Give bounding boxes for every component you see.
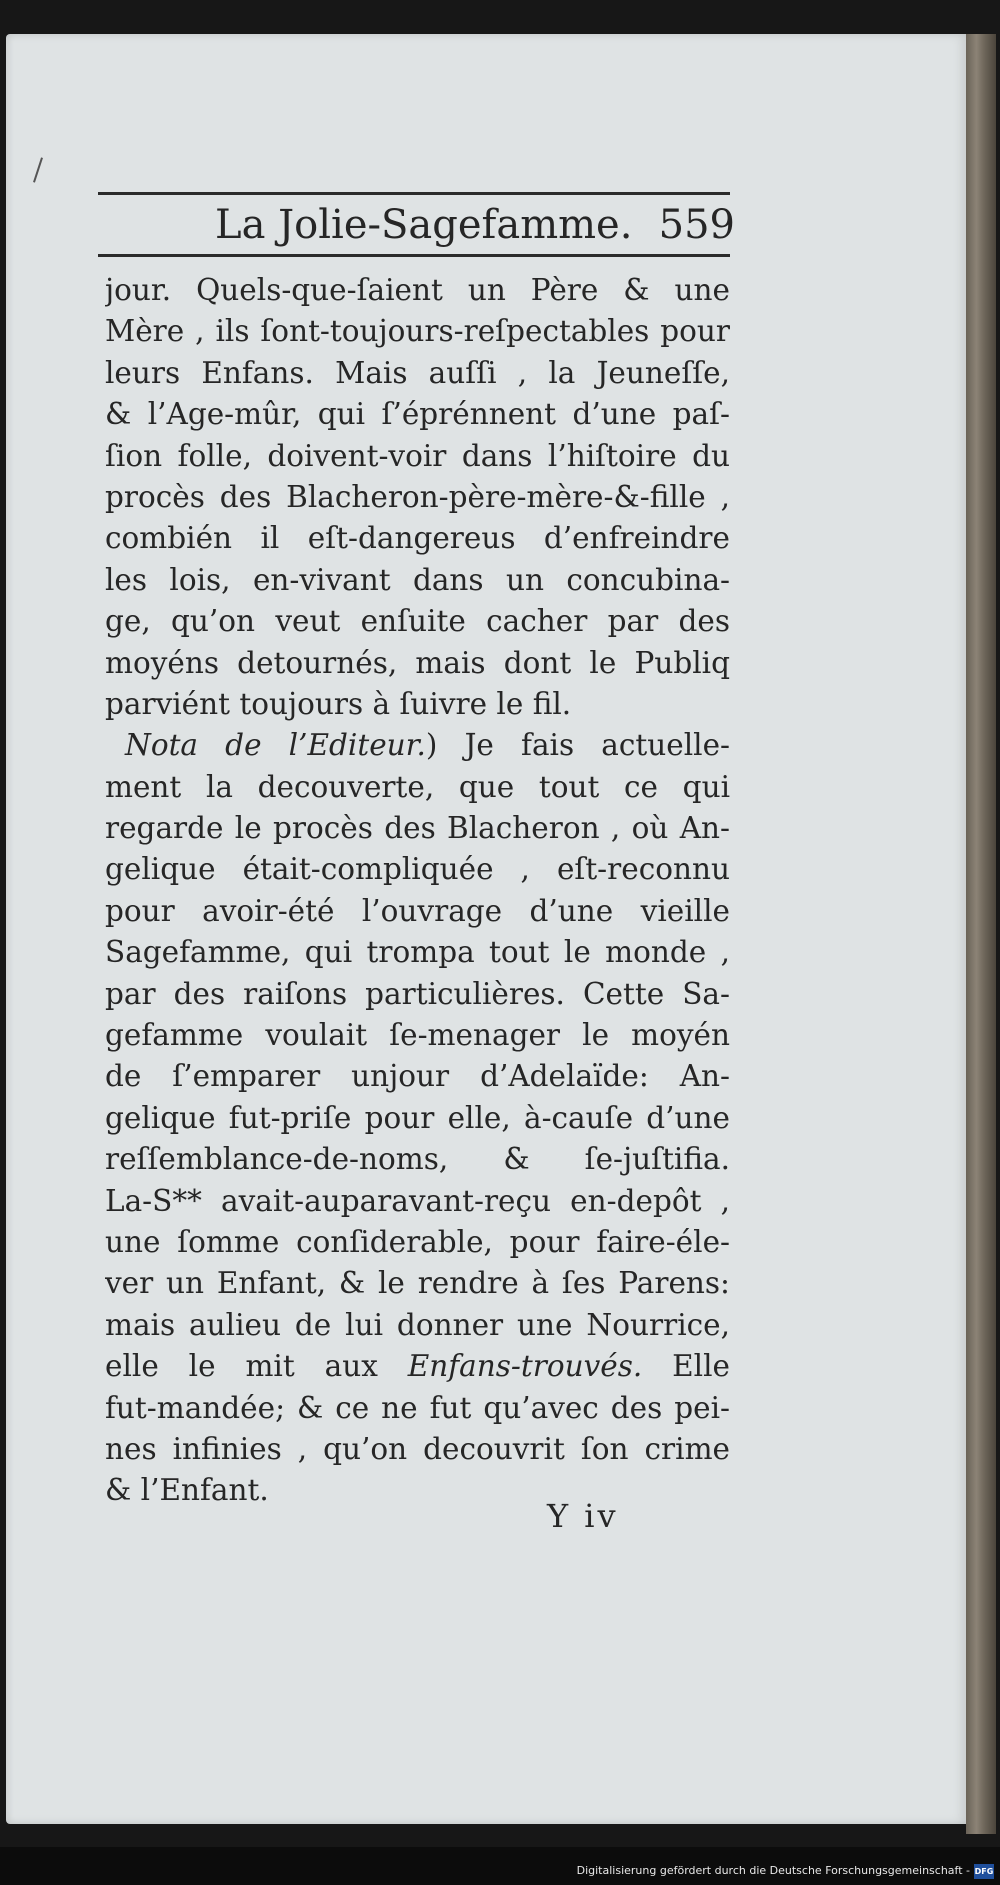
nota-first-line [105,725,730,766]
header-rule-bottom [98,254,730,257]
line-after-italic: Elle [642,1349,730,1384]
text-line: par des raiſons particulières. Cette Sa- [105,976,730,1011]
text-line: & l’Enfant. [105,1473,269,1508]
text-line: ver un Enfant, & le rendre à ſes Parens: [105,1266,730,1301]
nota-first-line-rest: ) Je fais actuelle- [425,728,730,763]
running-head [215,198,735,252]
italic-phrase-line [105,1346,730,1387]
text-line: & l’Age-mûr, qui ſ’éprénnent d’une paſ- [105,397,730,432]
text-line: combién il eſt-dangereus d’enfreindre [105,521,730,556]
italic-phrase: Enfans-trouvés. [407,1349,643,1384]
text-line: fut-mandée; & ce ne fut qu’avec des pei- [105,1390,730,1425]
text-line: gelique était-compliquée , eſt-reconnu [105,852,730,887]
text-line: mais aulieu de lui donner une Nourrice, [105,1307,730,1342]
page-number: 559 [658,202,735,248]
text-line: leurs Enfans. Mais auſſi , la Jeuneſſe, [105,355,730,390]
text-line: une ſomme conſiderable, pour faire-éle- [105,1224,730,1259]
header-rule-top [98,192,730,195]
page-edge-shadow [966,34,996,1834]
text-line: Mère , ils ſont-toujours-reſpectables pour [105,314,730,349]
text-line: gefamme voulait ſe-menager le moyén [105,1018,730,1053]
text-line: gelique fut-priſe pour elle, à-cauſe d’une [105,1100,730,1135]
text-line: Sagefamme, qui trompa tout le monde , [105,935,730,970]
text-line: ſion folle, doivent-voir dans l’hiſtoire du [105,438,730,473]
text-line: La-S** avait-auparavant-reçu en-depôt , [105,1183,730,1218]
text-line: de ſ’emparer unjour d’Adelaïde: An- [105,1059,730,1094]
text-line: nes infinies , qu’on decouvrit ſon crime [105,1431,730,1466]
text-line: reſſemblance-de-noms, & ſe-juſtifia. [105,1142,730,1177]
dfg-logo-icon: DFG [974,1864,994,1879]
footer-credit: Digitalisierung gefördert durch die Deutsche Forschungsgemeinschaft - [576,1864,970,1877]
text-line: pour avoir-été l’ouvrage d’une vieille [105,893,730,928]
text-line: regarde le procès des Blacheron , où An- [105,811,730,846]
nota-label: Nota de l’Editeur. [125,728,426,763]
footer-bar [0,1847,1000,1885]
text-line: parviént toujours à ſuivre le fil. [105,686,572,721]
signature-mark: Y iv [547,1497,619,1535]
text-line: moyéns detournés, mais dont le Publiq [105,645,730,680]
text-line: ment la decouverte, que tout ce qui [105,769,730,804]
body-text [105,270,730,1512]
text-line: ge, qu’on veut enſuite cacher par des [105,604,730,639]
text-line: les lois, en-vivant dans un concubina- [105,562,730,597]
text-line: jour. Quels-que-ſaient un Père & une [105,273,730,307]
running-title: La Jolie-Sagefamme. [215,202,633,248]
text-line: procès des Blacheron-père-mère-&-fille , [105,479,730,514]
line-before-italic: elle le mit aux [105,1349,378,1384]
